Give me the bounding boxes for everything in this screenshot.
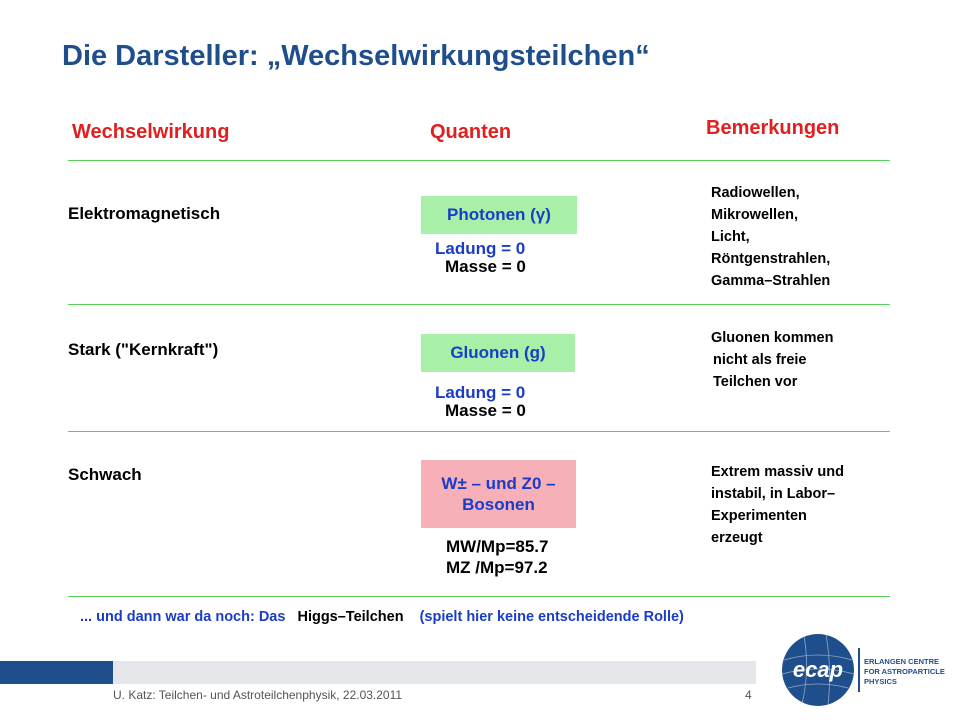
ecap-logo xyxy=(780,630,950,710)
quantum-gluon: Gluonen (g) xyxy=(450,343,546,362)
mass-ratio-w: MW/Mp=85.7 xyxy=(446,537,549,556)
header-quanta: Quanten xyxy=(430,121,512,143)
interaction-em: Elektromagnetisch xyxy=(68,204,221,223)
quantum-box-bosons xyxy=(421,460,576,528)
divider-line xyxy=(68,431,890,432)
page-number: 4 xyxy=(745,688,752,702)
divider-line xyxy=(68,596,890,597)
charge-photon: Ladung = 0 xyxy=(435,239,526,258)
interaction-strong: Stark ("Kernkraft") xyxy=(68,340,219,359)
quantum-photon: Photonen (γ) xyxy=(447,205,551,224)
header-interaction: Wechselwirkung xyxy=(72,121,230,143)
remark-line: erzeugt xyxy=(711,530,763,546)
higgs-note-highlight: Higgs–Teilchen xyxy=(297,609,404,625)
header-remarks: Bemerkungen xyxy=(706,117,840,139)
higgs-note xyxy=(80,609,684,625)
remark-line: Mikrowellen, xyxy=(711,207,799,223)
remark-line: nicht als freie xyxy=(713,352,807,368)
remark-line: instabil, in Labor– xyxy=(711,486,836,502)
quantum-bosons-line2: Bosonen xyxy=(462,495,535,514)
remarks-em xyxy=(711,182,830,292)
higgs-note-prefix: ... und dann war da noch: Das xyxy=(80,609,286,625)
divider-line xyxy=(68,160,890,161)
mass-ratio-z: MZ /Mp=97.2 xyxy=(446,558,548,577)
svg-text:ecap: ecap xyxy=(792,657,844,682)
quantum-box-photon xyxy=(421,196,577,234)
footer-text: U. Katz: Teilchen- und Astroteilchenphysik, 22.03.2011 xyxy=(113,688,403,702)
remark-line: Experimenten xyxy=(711,508,807,524)
quantum-box-gluon xyxy=(421,334,575,372)
mass-photon: Masse = 0 xyxy=(445,257,526,276)
ecap-logo-graphic xyxy=(780,630,950,710)
mass-gluon: Masse = 0 xyxy=(445,401,526,420)
remark-line: Gluonen kommen xyxy=(711,330,834,346)
remark-line: Extrem massiv und xyxy=(711,464,844,480)
remark-line: Licht, xyxy=(711,229,750,245)
remarks-weak xyxy=(711,461,844,549)
higgs-note-suffix: (spielt hier keine entscheidende Rolle) xyxy=(419,609,684,625)
remark-line: Gamma–Strahlen xyxy=(711,273,831,289)
footer-bar xyxy=(113,661,756,684)
slide-title: Die Darsteller: „Wechselwirkungsteilchen“ xyxy=(62,40,650,72)
interaction-weak: Schwach xyxy=(68,465,142,484)
divider-line xyxy=(68,304,890,305)
charge-gluon: Ladung = 0 xyxy=(435,383,526,402)
svg-text:FOR ASTROPARTICLE: FOR ASTROPARTICLE xyxy=(864,667,945,676)
svg-text:ERLANGEN CENTRE: ERLANGEN CENTRE xyxy=(864,657,940,666)
remarks-strong xyxy=(711,327,833,393)
footer-bar-accent xyxy=(0,661,113,684)
remark-line: Teilchen vor xyxy=(713,374,798,390)
quantum-bosons-line1: W± – und Z0 – xyxy=(441,474,556,493)
remark-line: Röntgenstrahlen, xyxy=(711,251,831,267)
svg-text:PHYSICS: PHYSICS xyxy=(864,677,897,686)
remark-line: Radiowellen, xyxy=(711,185,800,201)
